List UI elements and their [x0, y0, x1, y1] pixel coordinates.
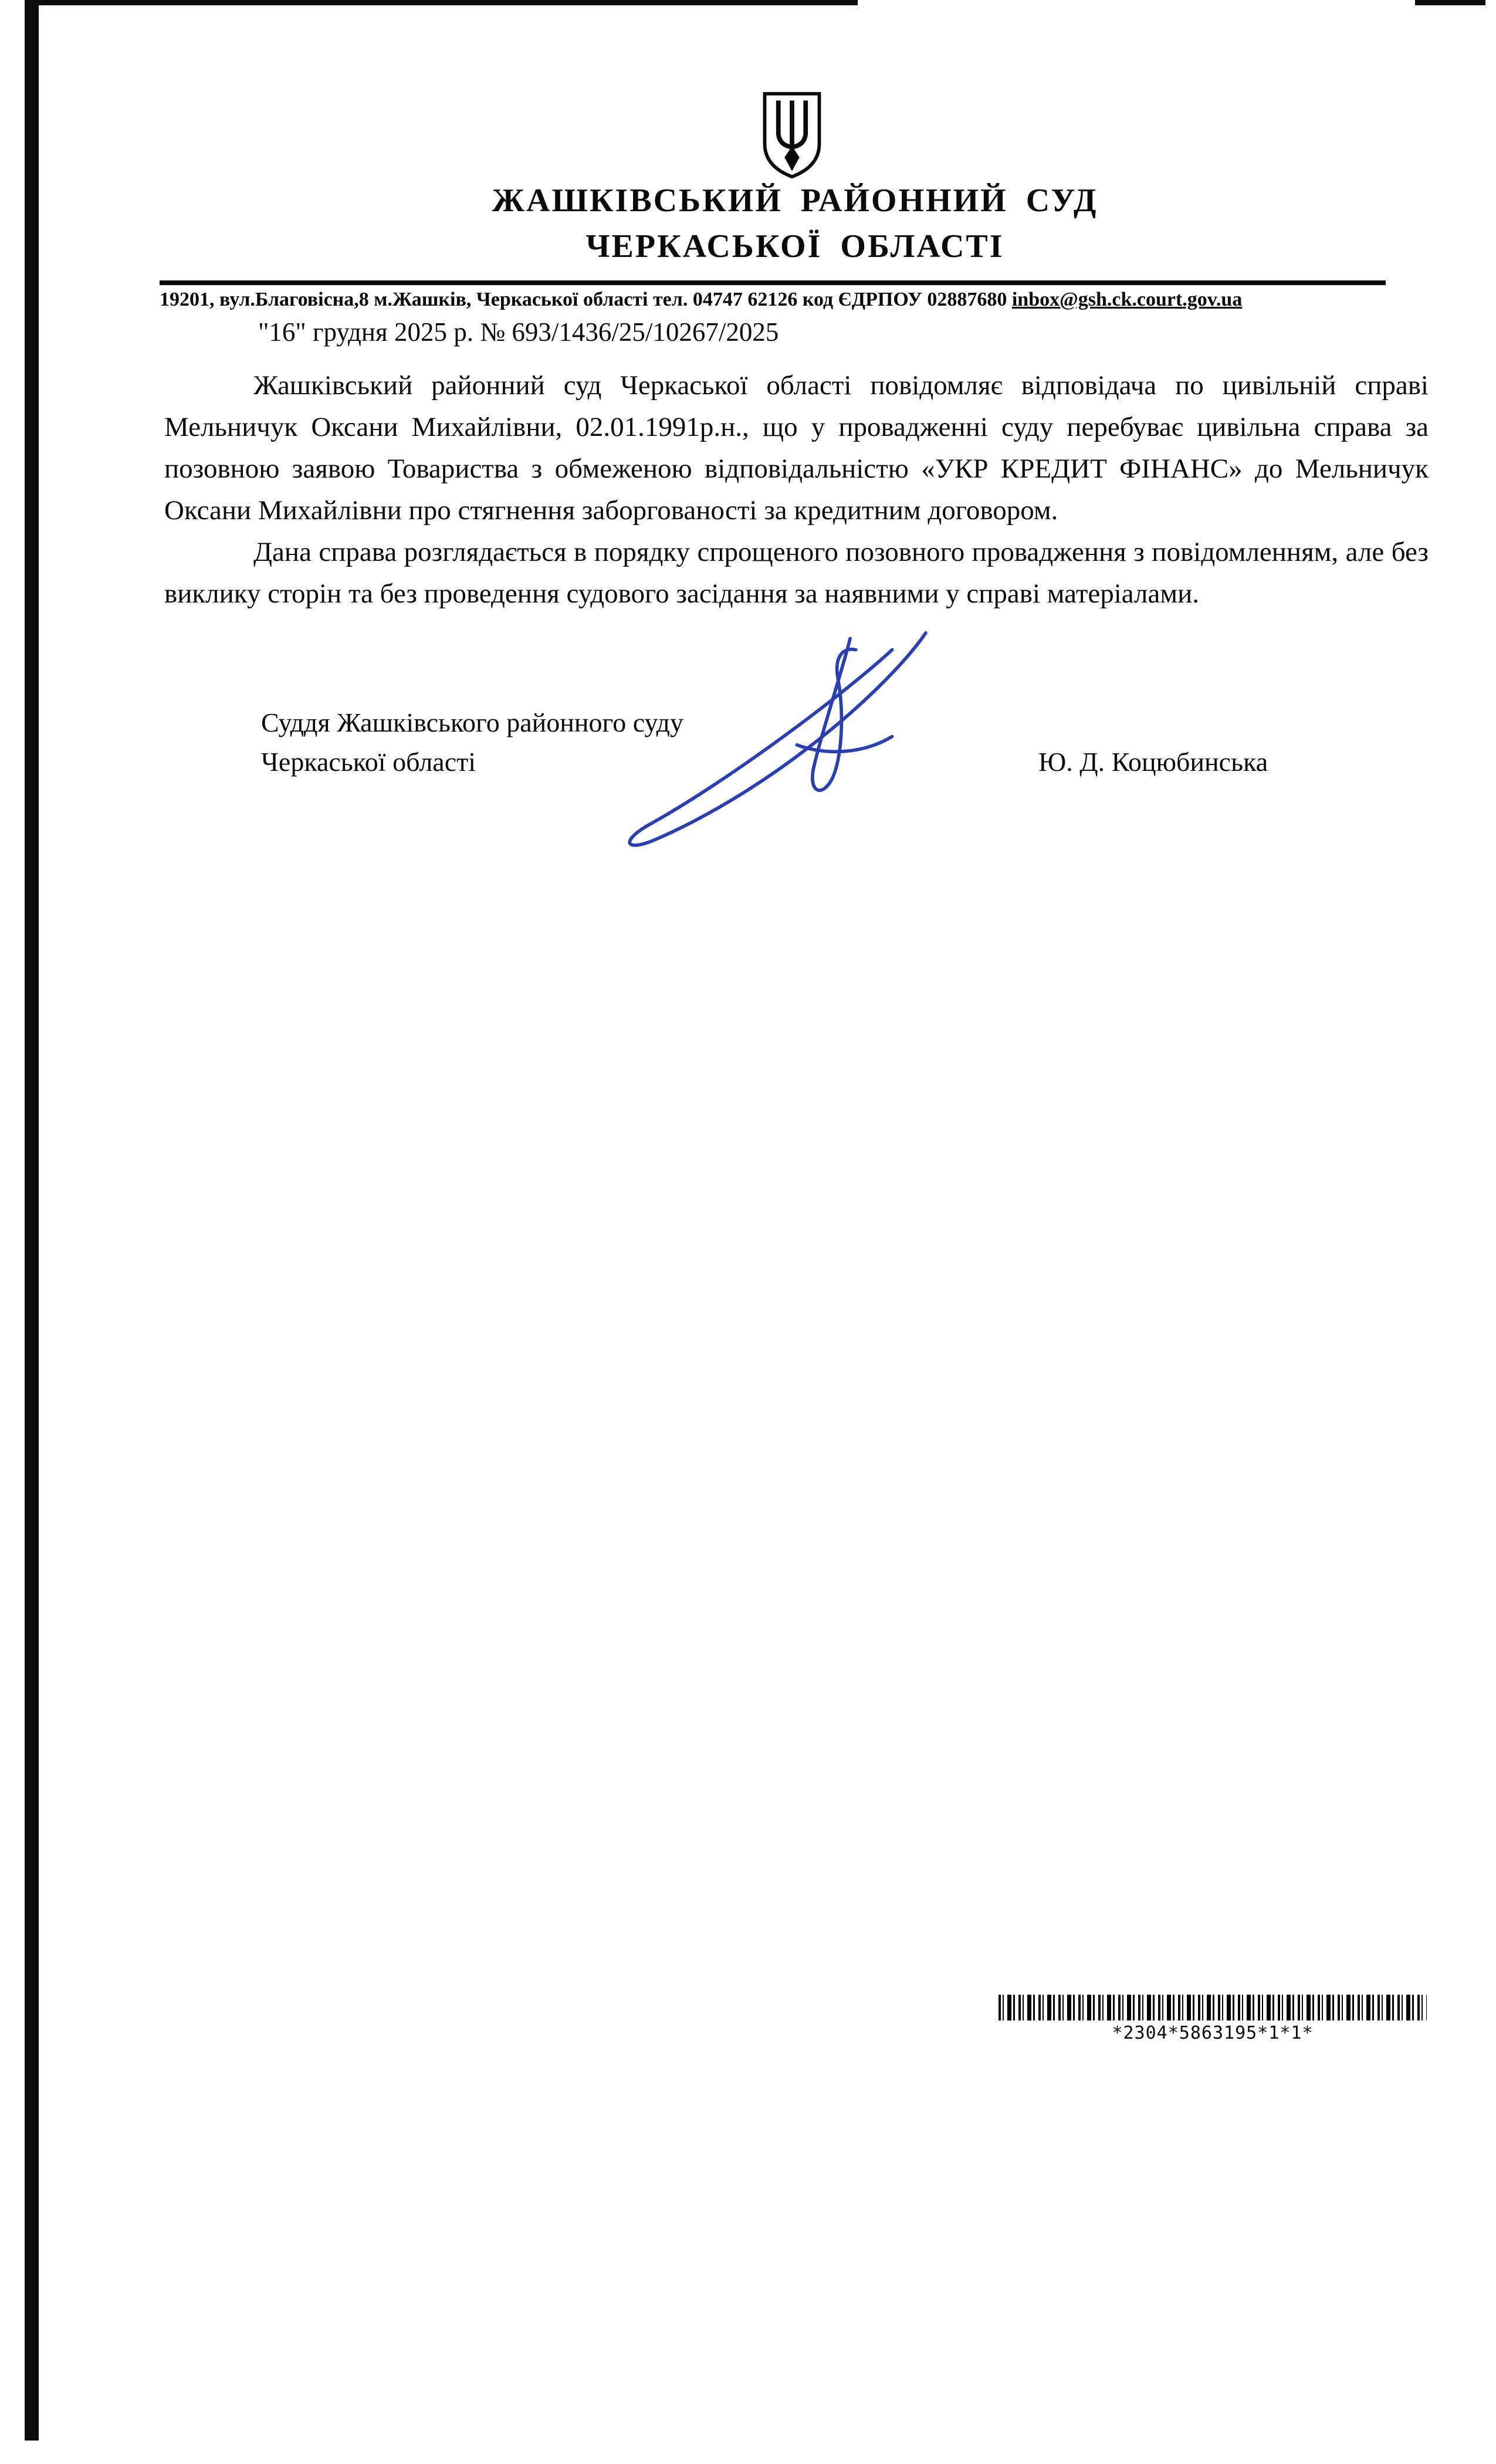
scan-edge-top: [25, 0, 858, 5]
court-name-line1: ЖАШКІВСЬКИЙ РАЙОННИЙ СУД: [492, 182, 1098, 219]
scan-edge-left: [25, 0, 39, 2441]
ukraine-trident-emblem-icon: [754, 89, 830, 180]
court-address-text: 19201, вул.Благовісна,8 м.Жашків, Черкаської області тел. 04747 62126 код ЄДРПОУ 02887680: [160, 289, 1012, 310]
court-email: inbox@gsh.ck.court.gov.ua: [1011, 289, 1243, 310]
court-name-line2: ЧЕРКАСЬКОЇ ОБЛАСТІ: [585, 228, 1004, 265]
judge-title-line1: Суддя Жашківського районного суду: [261, 708, 684, 737]
header-divider: [160, 280, 1386, 285]
body-paragraph-2: Дана справа розглядається в порядку спрощеного позовного провадження з повідомленням, але без виклику сторін та без проведення судового засідання за наявними у справі матеріалами.: [164, 537, 1429, 609]
letter-body: [164, 365, 1429, 615]
court-address-line: [160, 289, 1421, 311]
scan-edge-top-right: [1415, 0, 1485, 5]
handwritten-signature: [604, 619, 950, 865]
barcode-text: *2304*5863195*1*1*: [1112, 2023, 1314, 2043]
letter-date-and-case-number: "16" грудня 2025 р. № 693/1436/25/10267/2025: [258, 317, 779, 347]
judge-title-line2: Черкаської області: [261, 747, 476, 777]
barcode: [999, 1995, 1427, 2020]
judge-name: Ю. Д. Коцюбинська: [1038, 747, 1268, 777]
body-paragraph-1: Жашківський районний суд Черкаської області повідомляє відповідача по цивільній справі Мельничук Оксани Михайлівни, 02.01.1991р.н., що у провадженні суду перебуває цивільна справа за позовною заявою Товариства з обмеженою відповідальністю «УКР КРЕДИТ ФІНАНС» до Мельничук Оксани Михайлівни про стягнення заборгованості за кредитним договором.: [164, 370, 1429, 526]
